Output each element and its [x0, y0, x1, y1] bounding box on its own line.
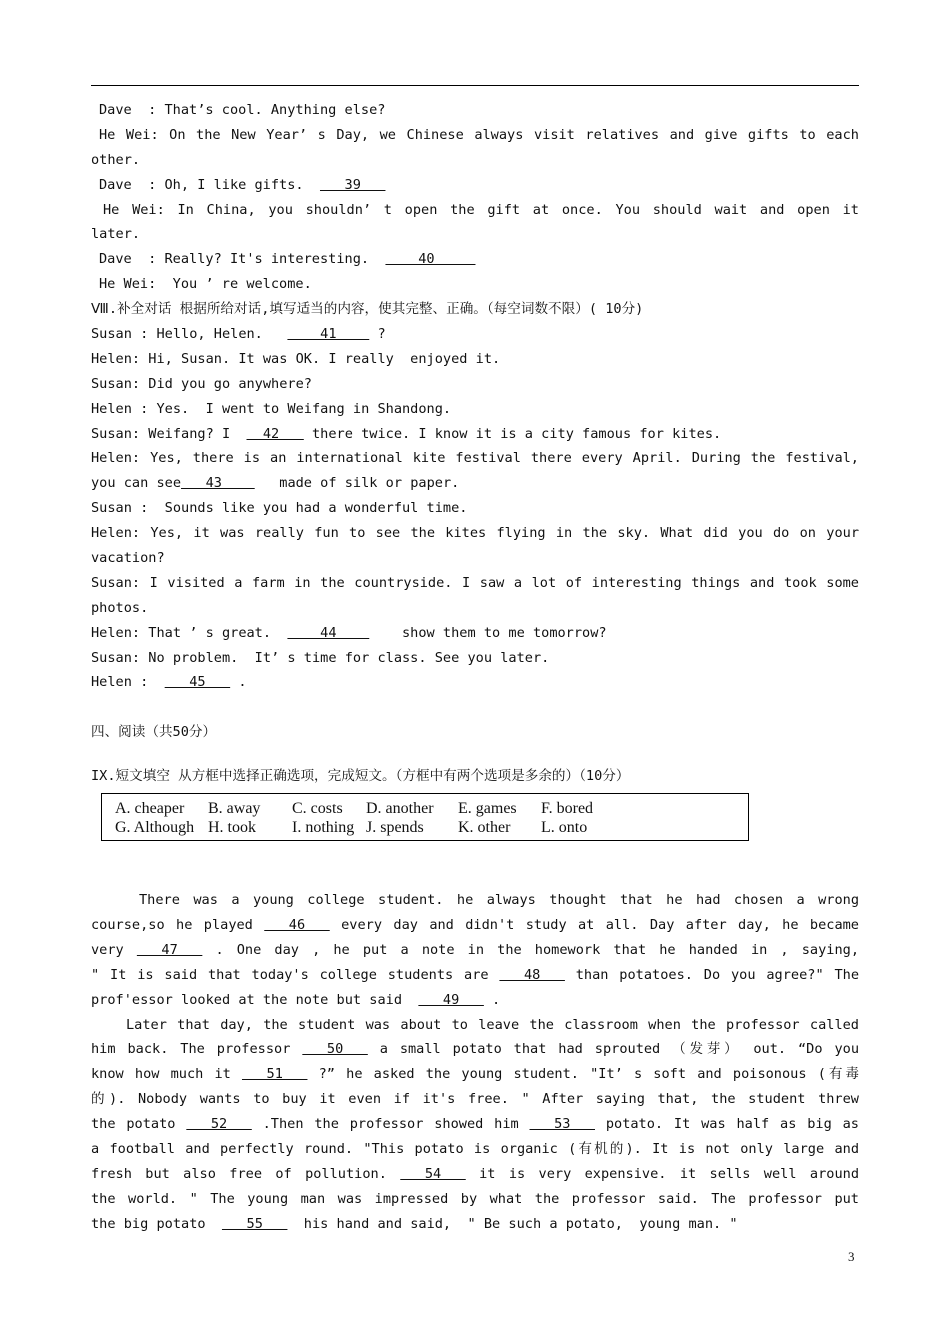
- passage-line: him back. The professor 50 a small potato that had sprouted （发芽） out. “Do you: [91, 1037, 859, 1062]
- dialogue-line: Susan : Sounds like you had a wonderful time.: [91, 500, 468, 517]
- option-item: L. onto: [541, 819, 588, 837]
- options-row: [115, 799, 748, 818]
- dialogue-line: Helen : 45 .: [91, 670, 859, 695]
- answer-blank: 50: [302, 1041, 368, 1058]
- dialogue-line: other.: [91, 151, 141, 168]
- option-item: D. another: [366, 800, 434, 818]
- passage-line: Later that day, the student was about to leave the classroom when the professor called: [126, 1016, 859, 1033]
- document-body: [91, 98, 859, 1237]
- dialogue-line: Susan: No problem. It’ s time for class. See you later.: [91, 649, 550, 666]
- dialogue-line: Dave : Really? It's interesting. 40: [91, 247, 859, 272]
- dialogue-line: Susan : Hello, Helen. 41 ?: [91, 322, 859, 347]
- passage-line: " It is said that today's college students are 48 than potatoes. Do you agree?" The: [91, 963, 859, 988]
- spacer: [91, 745, 859, 764]
- dialogue-line: Dave : Oh, I like gifts. 39: [91, 173, 859, 198]
- options-row: [115, 818, 748, 837]
- options-box: [101, 793, 749, 841]
- section-heading: Ⅷ.补全对话 根据所给对话,填写适当的内容，使其完整、正确。（每空词数不限）( 10分): [91, 301, 644, 318]
- dialogue-line: Susan: Weifang? I 42 there twice. I know it is a city famous for kites.: [91, 422, 859, 447]
- option-item: G. Although: [115, 819, 195, 837]
- dialogue-line: Dave : That’s cool. Anything else?: [99, 102, 386, 118]
- answer-blank: 49: [418, 991, 484, 1008]
- answer-blank: 40: [385, 251, 476, 268]
- answer-blank: 46: [264, 916, 330, 933]
- dialogue-line: later.: [91, 226, 141, 243]
- option-item: I. nothing: [292, 819, 355, 837]
- passage-line: the potato 52 .Then the professor showed him 53 potato. It was half as big as: [91, 1112, 859, 1137]
- dialogue-line: He Wei: You ’ re welcome.: [99, 276, 312, 293]
- option-item: B. away: [208, 800, 261, 818]
- header-rule: [91, 85, 859, 86]
- option-item: H. took: [208, 819, 256, 837]
- section-heading: IX.短文填空 从方框中选择正确选项，完成短文。（方框中有两个选项是多余的）（10分）: [91, 768, 630, 785]
- page-number: 3: [848, 1249, 855, 1264]
- answer-blank: 52: [186, 1116, 252, 1133]
- dialogue-line: Susan: Did you go anywhere?: [91, 375, 312, 392]
- spacer: [91, 841, 859, 888]
- passage-line: very 47 . One day , he put a note in the homework that he handed in , saying,: [91, 938, 859, 963]
- dialogue-line: Helen: Hi, Susan. It was OK. I really enjoyed it.: [91, 350, 501, 367]
- answer-blank: 48: [499, 966, 565, 983]
- passage-line: the big potato 55 his hand and said, " Be such a potato, young man. ": [91, 1212, 859, 1237]
- option-item: F. bored: [541, 800, 594, 818]
- answer-blank: 42: [246, 425, 304, 442]
- dialogue-line: Helen : Yes. I went to Weifang in Shandong.: [91, 400, 452, 417]
- passage-line: know how much it 51 ?” he asked the young student. "It’ s soft and poisonous (有毒: [91, 1062, 859, 1087]
- dialogue-line: vacation?: [91, 550, 165, 567]
- option-item: K. other: [458, 819, 511, 837]
- answer-blank: 47: [136, 941, 203, 958]
- dialogue-line: Helen: That ’ s great. 44 show them to me tomorrow?: [91, 621, 859, 646]
- passage-line: a football and perfectly round. "This potato is organic (有机的). It is not only large and: [91, 1140, 859, 1157]
- dialogue-line: photos.: [91, 599, 149, 616]
- passage-line: 的). Nobody wants to buy it even if it's free. " After saying that, the student threw: [91, 1091, 859, 1108]
- dialogue-line: you can see 43 made of silk or paper.: [91, 471, 859, 496]
- answer-blank: 45: [164, 674, 231, 691]
- option-item: E. games: [458, 800, 517, 818]
- section-heading: 四、阅读（共50分）: [91, 724, 217, 741]
- answer-blank: 41: [287, 326, 370, 343]
- answer-blank: 43: [181, 475, 255, 492]
- answer-blank: 55: [221, 1215, 288, 1232]
- passage-line: course,so he played 46 every day and didn't study at all. Day after day, he became: [91, 913, 859, 938]
- dialogue-line: He Wei: In China, you shouldn’ t open the gift at once. You should wait and open it: [103, 201, 859, 218]
- dialogue-line: Helen: Yes, there is an international kite festival there every April. During the festival,: [91, 450, 859, 467]
- dialogue-line: He Wei: On the New Year’ s Day, we Chinese always visit relatives and give gifts to each: [99, 126, 859, 143]
- passage-line: fresh but also free of pollution. 54 it is very expensive. it sells well around: [91, 1162, 859, 1187]
- spacer: [91, 695, 859, 720]
- option-item: A. cheaper: [115, 800, 185, 818]
- answer-blank: 39: [319, 176, 386, 193]
- option-item: J. spends: [366, 819, 424, 837]
- passage-line: prof'essor looked at the note but said 49 .: [91, 988, 859, 1013]
- dialogue-line: Helen: Yes, it was really fun to see the kites flying in the sky. What did you do on your: [91, 525, 859, 542]
- answer-blank: 54: [400, 1165, 466, 1182]
- answer-blank: 53: [529, 1116, 595, 1133]
- answer-blank: 51: [241, 1066, 308, 1083]
- passage-line: There was a young college student. he always thought that he had chosen a wrong: [139, 892, 859, 909]
- option-item: C. costs: [292, 800, 343, 818]
- answer-blank: 44: [287, 624, 370, 641]
- passage-line: the world. " The young man was impressed by what the professor said. The professor put: [91, 1190, 859, 1207]
- dialogue-line: Susan: I visited a farm in the countryside. I saw a lot of interesting things and took some: [91, 574, 859, 591]
